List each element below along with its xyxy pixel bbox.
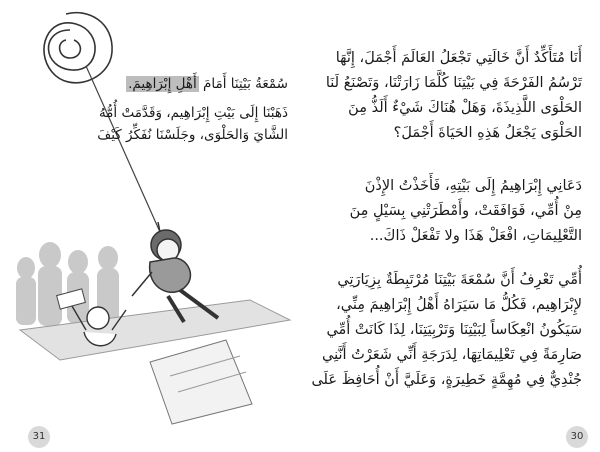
right-page	[300, 0, 600, 452]
paragraph-3	[311, 268, 582, 393]
caption-line-1	[126, 73, 288, 95]
text-line: لإِبْرَاهِيم، فَكُلُّ مَا سَيَرَاهُ أَهْلُ إِبْرَاهِيمَ مِنِّي،	[336, 297, 582, 313]
text-line: دَعَانِي إِبْرَاهِيمُ إِلَى بَيْتِهِ، فَأَخَذْتُ الإِذْنَ	[364, 178, 582, 194]
caption-line-2a: ذَهَبْنَا إِلَى بَيْتِ إِبْرَاهِيم، وَقَدَّمَتْ أُمُّهُ	[98, 105, 288, 121]
text-line: أَنَا مُتَأَكِّدٌ أَنَّ خَالَتِي تَجْعَلُ العَالَمَ أَجْمَلَ، إِنَّهَا	[335, 50, 582, 66]
highlighted-text: أَهْلِ إِبْرَاهِيمَ.	[128, 76, 197, 92]
text-line: سَيَكُونُ انْعِكَاساً لِبَيْتِنَا وَتَرْبِيَتِنَا، لِذَا كَانَتْ أُمِّي	[326, 322, 582, 338]
kite-spiral	[44, 13, 112, 83]
text-line: صَارِمَةً فِي تَعْلِيمَاتِهَا، لِدَرَجَةِ أَنِّي شَعَرْتُ أَنَّنِي	[321, 347, 582, 363]
paragraph-2	[350, 174, 582, 249]
text-line: التَّعْلِيمَاتِ، افْعَلْ هَذَا ولا تَفْعَلْ ذَاكَ...	[369, 228, 582, 244]
page-number-left: 31	[28, 426, 50, 448]
text-line: جُنْدِيٌّ فِي مُهِمَّةٍ خَطِيرَةٍ، وَعَلَيَّ أَنْ أُحَافِظَ عَلَى	[311, 372, 582, 388]
caption-text: سُمْعَةُ بَيْتِنَا أَمَامَ	[198, 76, 288, 92]
text-line: أُمِّي تَعْرِفُ أَنَّ سُمْعَةَ بَيْتِنَا مُرْتَبِطَةٌ بِزِيَارَتِي	[337, 272, 582, 288]
text-line: مِنْ أُمِّي، فَوَافَقَتْ، وأَمْطَرَتْنِي بِسَيْلٍ مِنَ	[349, 203, 582, 219]
text-line: تَرْسُمُ الفَرْحَةَ فِي بَيْتِنَا كُلَّمَا زَارَتْنَا، وَتَصْنَعُ لَنَا	[325, 75, 582, 91]
text-line: الحَلْوَى اللَّذِيذَةَ، وَهَلْ هُنَاكَ شَيْءٌ أَلَذُّ مِنَ	[348, 100, 582, 116]
roof-panel	[150, 340, 252, 424]
paragraph-1	[326, 46, 582, 146]
text-line: الحَلْوَى يَجْعَلُ هَذِهِ الحَيَاةَ أَجْمَلَ؟	[393, 125, 582, 141]
caption-line-2b: الشَّايَ وَالحَلْوَى، وجَلَسْنَا نُفَكِّرُ كَيْفَ	[97, 127, 288, 143]
page-number-right: 30	[566, 426, 588, 448]
flying-boy-figure	[132, 222, 218, 322]
caption-block	[97, 102, 288, 146]
